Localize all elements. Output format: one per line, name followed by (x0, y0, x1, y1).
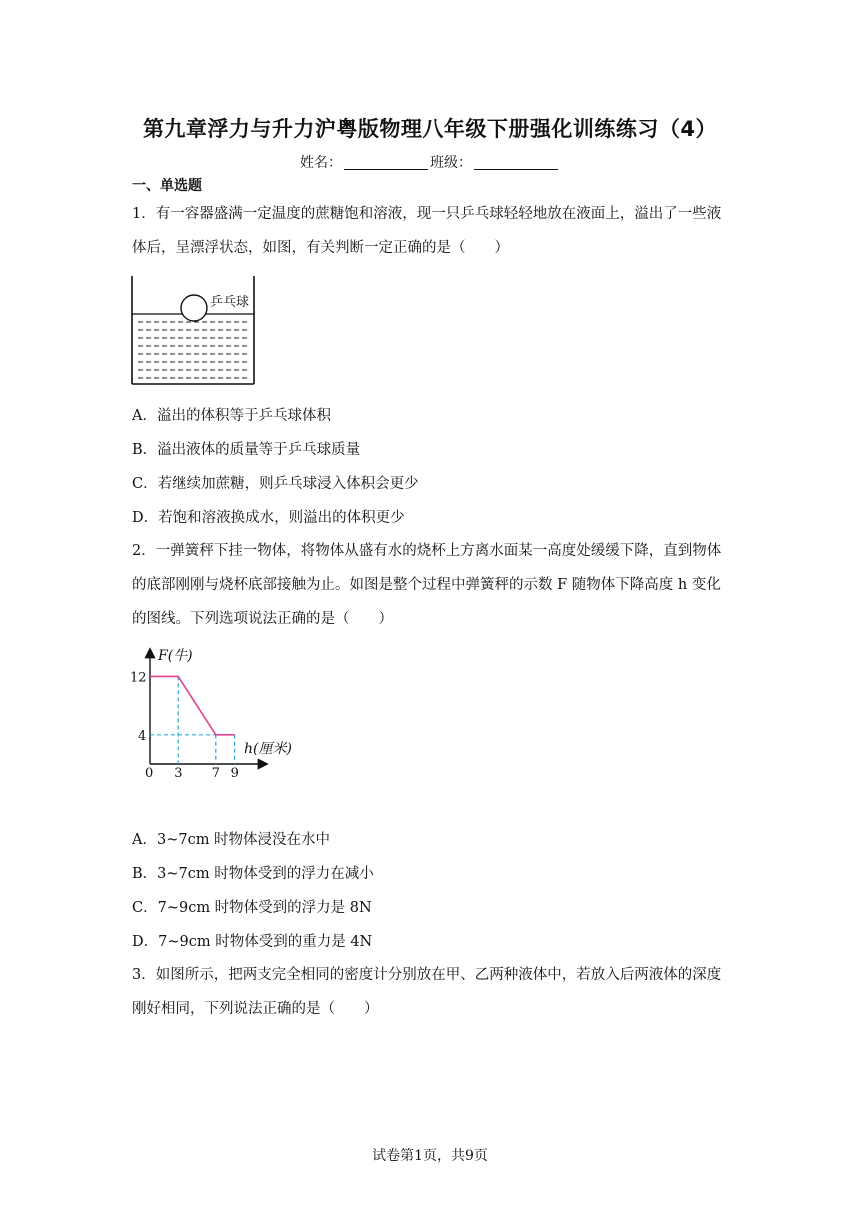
q2-option-d: D．7~9cm 时物体受到的重力是 4N (132, 934, 373, 950)
page-title: 第九章浮力与升力沪粤版物理八年级下册强化训练练习（4） (142, 117, 718, 141)
name-label: 姓名： (300, 155, 342, 171)
student-info-line (0, 152, 860, 172)
q1-option-a: A．溢出的体积等于乒乓球体积 (132, 408, 331, 424)
x-tick-label: 9 (230, 766, 239, 781)
y-tick-label: 12 (130, 670, 147, 686)
q2-option-c: C．7~9cm 时物体受到的浮力是 8N (132, 900, 372, 916)
y-axis-label: F(牛) (158, 648, 193, 664)
question-2-text: 2．一弹簧秤下挂一物体，将物体从盛有水的烧杯上方离水面某一高度处缓缓下降，直到物体的底部刚刚与烧杯底部接触为止。如图是整个过程中弹簧秤的示数 F 随物体下降高度 h 变化的图线。下列选项说法正确的是（ ） (132, 543, 722, 627)
ping-pong-ball-label: 乒乓球 (210, 295, 250, 310)
class-blank (474, 155, 558, 170)
y-tick-label: 4 (138, 728, 147, 744)
question-1-figure (128, 270, 260, 388)
page-footer: 试卷第1页，共9页 (372, 1148, 488, 1164)
q2-option-a: A．3~7cm 时物体浸没在水中 (132, 832, 331, 848)
question-1-text: 1．有一容器盛满一定温度的蔗糖饱和溶液，现一只乒乓球轻轻地放在液面上，溢出了一些液体后，呈漂浮状态，如图，有关判断一定正确的是（ ） (132, 206, 722, 256)
q1-option-d: D．若饱和溶液换成水，则溢出的体积更少 (132, 510, 405, 526)
q1-option-b: B．溢出液体的质量等于乒乓球质量 (132, 442, 361, 458)
x-axis-label: h(厘米) (244, 741, 292, 757)
section-heading: 一、单选题 (132, 178, 202, 194)
ping-pong-ball (181, 295, 207, 321)
force-line (150, 676, 235, 734)
x-tick-label: 3 (174, 766, 183, 781)
name-blank (344, 155, 428, 170)
origin-label: 0 (145, 766, 154, 781)
question-3-text: 3．如图所示，把两支完全相同的密度计分别放在甲、乙两种液体中，若放入后两液体的深度刚好相同，下列说法正确的是（ ） (132, 967, 722, 1017)
q2-option-b: B．3~7cm 时物体受到的浮力在减小 (132, 866, 374, 882)
dashed-guides (150, 676, 235, 764)
question-2-graph (128, 642, 308, 782)
q1-option-c: C．若继续加蔗糖，则乒乓球浸入体积会更少 (132, 476, 419, 492)
x-tick-label: 7 (211, 766, 221, 781)
class-label: 班级： (430, 155, 472, 171)
